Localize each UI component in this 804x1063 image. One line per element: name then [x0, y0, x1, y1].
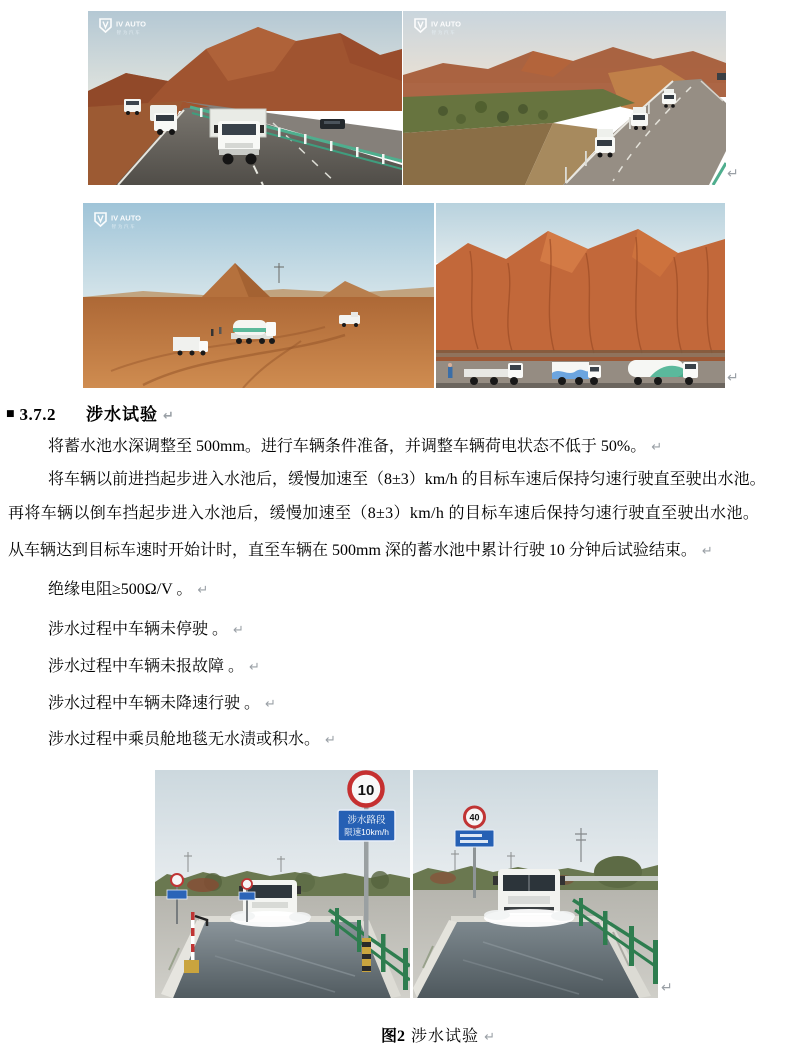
desert-highway-scene — [88, 11, 402, 185]
brand-cn-text: 智为汽车 — [431, 30, 457, 35]
tall-bush — [594, 856, 642, 888]
wading-pool-scene-left — [155, 770, 410, 998]
photo-desert-plain — [83, 203, 434, 388]
photo-highway-curve — [403, 11, 726, 185]
photo-wading-pool-right — [413, 770, 658, 998]
distant-guardrail — [565, 876, 658, 881]
box-truck-blue-wave — [552, 362, 601, 385]
paragraph-mark: ↵ — [727, 166, 739, 182]
person — [448, 363, 453, 378]
section-title: 涉水试验 — [86, 405, 159, 424]
body-line: 绝缘电阻≥500Ω/V 。 ↵ — [48, 581, 209, 598]
brand-cn-text: 智为汽车 — [111, 224, 137, 229]
wading-pool-scene-right — [413, 770, 658, 998]
brand-text: IV AUTO — [116, 19, 147, 29]
paragraph-mark: ↵ — [701, 544, 713, 559]
paragraph-mark: ↵ — [163, 409, 174, 424]
figure-label: 图2 — [381, 1028, 406, 1045]
desert-floor — [83, 297, 434, 388]
wading-section-sign-small — [455, 830, 494, 847]
paragraph-mark: ↵ — [727, 370, 739, 386]
red-mountain-scene — [436, 203, 725, 388]
body-line: 涉水过程中车辆未停驶 。 ↵ — [48, 621, 244, 638]
figure-title: 涉水试验 — [411, 1028, 480, 1045]
body-line: 再将车辆以倒车挡起步进入水池后，缓慢加速至（8±3）km/h 的目标车速后保持匀速行驶直至驶出水池。 — [8, 505, 760, 522]
red-bush — [187, 878, 219, 892]
paragraph-mark: ↵ — [651, 440, 663, 455]
far-vehicle — [717, 73, 726, 80]
paragraph-mark: ↵ — [197, 583, 209, 598]
section-number: 3.7.2 — [19, 405, 57, 424]
figure-caption — [36, 1023, 804, 1046]
body-line: 将车辆以前进挡起步进入水池后，缓慢加速至（8±3）km/h 的目标车速后保持匀速行驶直至驶出水池。 — [48, 471, 766, 488]
brand-text: IV AUTO — [111, 213, 142, 223]
wading-sign-line2: 限速10km/h — [344, 827, 389, 837]
body-line: 涉水过程中乘员舱地毯无水渍或积水。 ↵ — [48, 731, 336, 748]
paragraph-mark: ↵ — [661, 980, 673, 996]
body-line: 涉水过程中车辆未降速行驶 。 ↵ — [48, 695, 276, 712]
highway-curve-scene — [403, 11, 726, 185]
paragraph-mark: ↵ — [484, 1030, 495, 1045]
paragraph-mark: ↵ — [265, 697, 276, 712]
paragraph-mark: ↵ — [233, 623, 244, 638]
person — [211, 329, 214, 336]
brand-text: IV AUTO — [431, 19, 462, 29]
body-line: 将蓄水池水深调整至 500mm。进行车辆条件准备，并调整车辆荷电状态不低于 50%。 ↵ — [48, 438, 663, 455]
speed-limit-value: 40 — [469, 812, 480, 823]
desert-plain-scene — [83, 203, 434, 388]
photo-desert-highway-front — [88, 11, 402, 185]
heading-bullet: ■ — [6, 409, 15, 419]
red-bush — [430, 872, 456, 884]
person — [219, 327, 222, 334]
body-line: 涉水过程中车辆未报故障 。 ↵ — [48, 658, 260, 675]
yellow-block — [184, 960, 199, 973]
speed-limit-value: 10 — [357, 782, 375, 799]
paragraph-mark: ↵ — [325, 733, 336, 748]
body-line: 从车辆达到目标车速时开始计时，直至车辆在 500mm 深的蓄水池中累计行驶 10 分钟后试验结束。 ↵ — [8, 542, 713, 559]
brand-cn-text: 智为汽车 — [116, 30, 142, 35]
photo-red-mountain-trucks — [436, 203, 725, 388]
wading-sign-line1: 涉水路段 — [347, 815, 386, 826]
section-heading — [6, 400, 174, 425]
paragraph-mark: ↵ — [249, 660, 260, 675]
photo-wading-pool-left — [155, 770, 410, 998]
